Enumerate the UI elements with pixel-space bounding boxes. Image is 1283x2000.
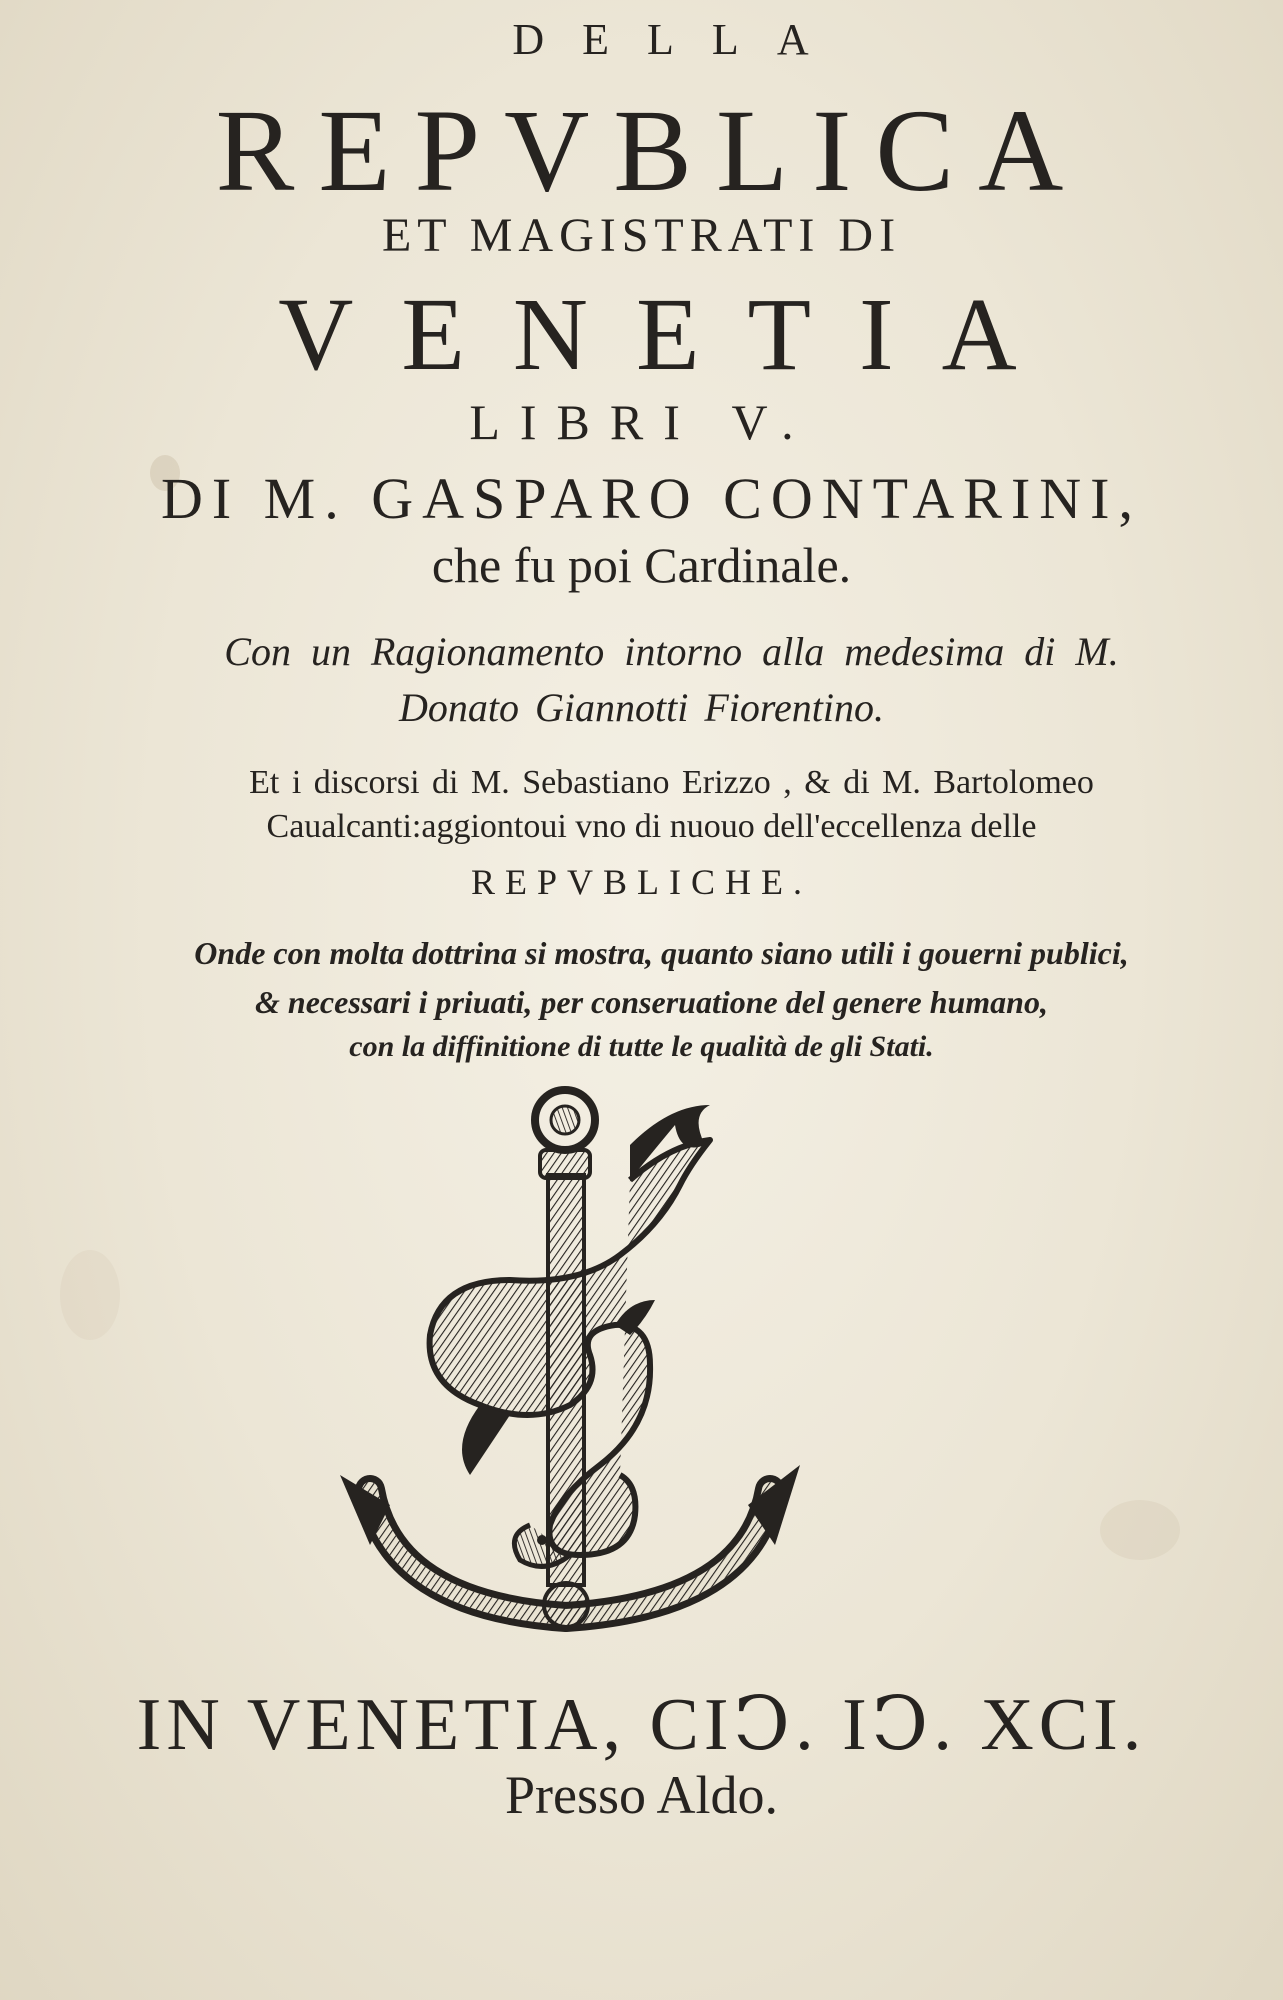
italic-line-necessari: & necessari i priuati, per conseruatione del genere humano, xyxy=(255,984,1048,1020)
title-line-magistrati: ET MAGISTRATI DI xyxy=(381,209,902,262)
imprint-line: IN VENETIA, CIↃ. IↃ. XCI. xyxy=(136,1684,1147,1766)
title-line-libri: LIBRI V. xyxy=(469,394,814,450)
italic-line-diffinitione: con la diffinitione di tutte le qualità de gli Stati. xyxy=(349,1030,934,1063)
title-line-venetia: VENETIA xyxy=(278,277,1065,392)
italic-line-donato: Donato Giannotti Fiorentino. xyxy=(399,685,884,730)
printer-line: Presso Aldo. xyxy=(504,1765,779,1825)
roman-line-caualcanti: Caualcanti:aggiontoui vno di nuouo dell'eccellenza delle xyxy=(266,808,1037,845)
title-line-republica: REPVBLICA xyxy=(215,85,1088,216)
paper-stain xyxy=(60,1250,120,1340)
caps-line-repubbliche: REPVBLICHE. xyxy=(470,862,812,902)
title-line-della: DELLA xyxy=(512,15,847,64)
paper-stain xyxy=(1100,1500,1180,1560)
anchor-and-dolphin-icon xyxy=(330,1085,810,1665)
roman-line-discorsi: Et i discorsi di M. Sebastiano Erizzo , & di M. Bartolomeo xyxy=(249,764,1094,801)
author-subtitle: che fu poi Cardinale. xyxy=(431,537,852,593)
italic-line-con: Con un Ragionamento intorno alla medesima di M. xyxy=(224,629,1119,674)
italic-line-onde: Onde con molta dottrina si mostra, quanto siano utili i gouerni publici, xyxy=(194,935,1129,971)
author-line: DI M. GASPARO CONTARINI, xyxy=(160,466,1143,531)
